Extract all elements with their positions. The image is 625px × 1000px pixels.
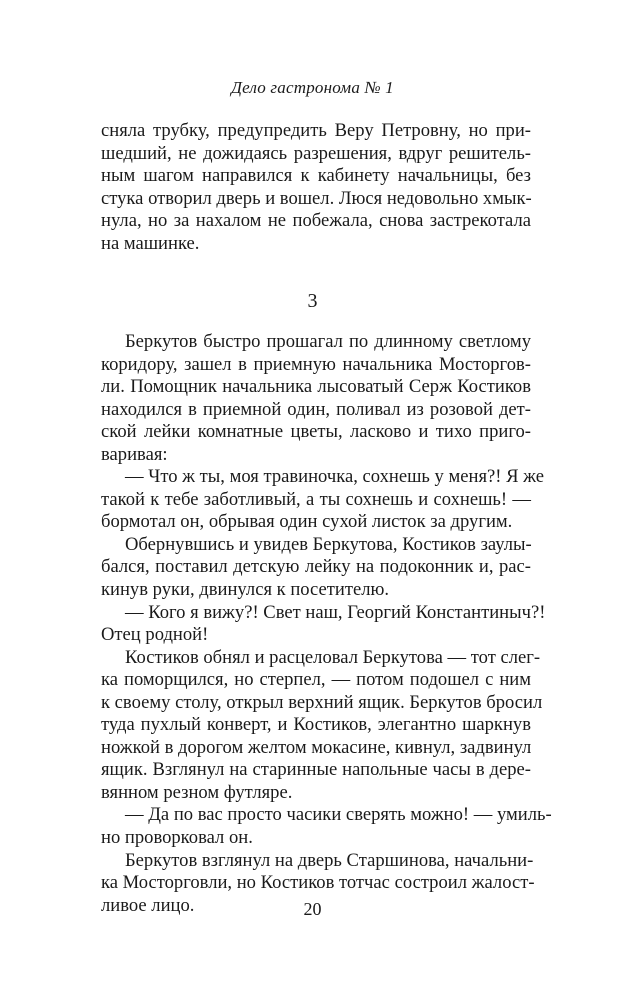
text-line: ножкой в дорогом желтом мокасине, кивнул, задвинул [101,736,532,758]
text-line: коридору, зашел в приемную начальника Мосторгов- [101,353,531,375]
text-line: Беркутов быстро прошагал по длинному светлому [125,331,531,352]
paragraph-continuation [101,120,531,255]
text-line: ливое лицо. [101,894,195,916]
text-line: ли. Помощник начальника лысоватый Серж Костиков [101,376,531,398]
text-line: кинув руки, двинулся к посетителю. [101,579,390,601]
text-line: вянном резном футляре. [101,781,293,803]
text-line: ка поморщился, но стерпел, — потом подошел с ним [101,669,531,691]
text-line: стука отворил дверь и вошел. Люся недовольно хмык- [101,187,532,209]
text-line: — Что ж ты, моя травиночка, сохнешь у меня?! Я же [125,466,545,488]
text-line: такой к тебе заботливый, а ты сохнешь и сохнешь! — [101,488,531,510]
chapter-body [101,331,552,917]
text-line: сняла трубку, предупредить Веру Петровну, но при- [101,120,531,141]
text-line: нула, но за нахалом не побежала, снова застрекотала [101,210,531,232]
text-line: туда пухлый конверт, и Костиков, элегантно шаркнув [101,714,531,736]
running-head: Дело гастронома № 1 [231,78,394,97]
text-line: — Да по вас просто часики сверять можно! — умиль- [125,804,552,826]
chapter-number: 3 [307,290,318,312]
text-line: к своему столу, открыл верхний ящик. Беркутов бросил [101,691,543,713]
page-number: 20 [303,899,322,919]
text-line: ящик. Взглянул на старинные напольные часы в дере- [101,759,531,781]
text-line: ка Мосторговли, но Костиков тотчас состроил жалост- [101,872,535,894]
text-line: варивая: [101,443,168,465]
text-line: ской лейки комнатные цветы, ласково и тихо приго- [101,421,531,443]
text-line: бормотал он, обрывая один сухой листок за другим. [101,511,513,533]
text-line: бался, поставил детскую лейку на подоконник и, рас- [101,556,531,578]
text-line: Обернувшись и увидев Беркутова, Костиков заулы- [125,533,532,555]
text-line: — Кого я вижу?! Свет наш, Георгий Константиныч?! [125,601,546,623]
text-line: Костиков обнял и расцеловал Беркутова — тот слег- [125,646,541,668]
text-line: но проворковал он. [101,827,253,849]
text-line: на машинке. [101,232,200,254]
text-line: Беркутов взглянул на дверь Старшинова, начальни- [125,849,534,871]
text-line: шедший, не дожидаясь разрешения, вдруг решитель- [101,142,531,164]
text-line: Отец родной! [101,624,209,646]
text-line: ным шагом направился к кабинету начальницы, без [101,165,531,187]
text-line: находился в приемной один, поливал из розовой дет- [101,398,531,420]
